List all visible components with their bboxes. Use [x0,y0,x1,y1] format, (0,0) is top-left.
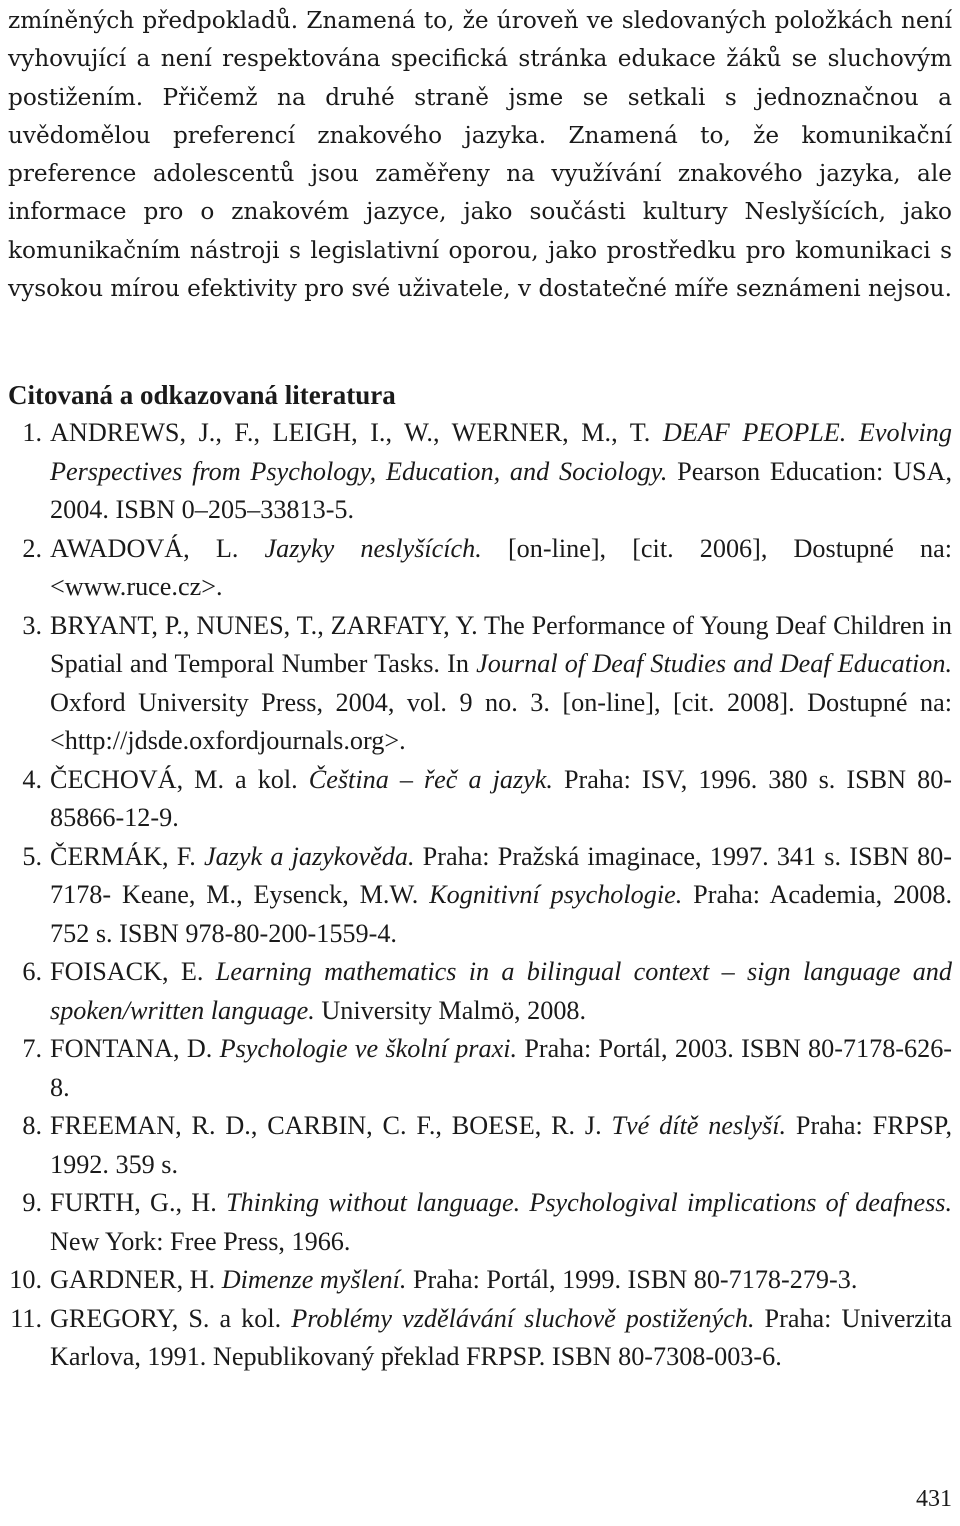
reference-number: 2. [22,533,42,563]
reference-number: 3. [22,610,42,640]
reference-item [0,607,952,761]
reference-number: 8. [22,1111,42,1140]
reference-item [0,838,952,954]
reference-number: 7. [22,1034,42,1063]
reference-publisher: Praha: FRPSP, 1992. 359 s. [50,1111,952,1179]
reference-authors: AWADOVÁ, L. [50,533,265,563]
reference-number: 10. [9,1265,42,1294]
reference-title-secondary: Kognitivní psychologie. [429,880,683,909]
reference-publisher: Praha: Portál, 2003. ISBN 80-7178-626-8. [50,1034,953,1102]
reference-item [0,414,952,530]
reference-publisher: Oxford University Press, 2004, vol. 9 no. 3. [on-line], [cit. 2008]. Dostupné na: <http://jdsde.oxfordjournals.org>. [50,687,952,755]
reference-authors: GREGORY, S. a kol. [50,1303,292,1333]
reference-title: Jazyk a jazykověda. [203,841,415,871]
reference-number: 11. [10,1303,42,1333]
reference-authors: BRYANT, P., NUNES, T., ZARFATY, Y. The Performance of Young Deaf Children in Spatial and Temporal Number Tasks. In [50,610,952,678]
reference-authors: ČECHOVÁ, M. a kol. [50,764,309,794]
section-heading: Citovaná a odkazovaná literatura [8,380,396,410]
reference-number: 1. [22,418,42,447]
reference-authors: FREEMAN, R. D., CARBIN, C. F., BOESE, R. J. [50,1111,612,1140]
reference-publisher: Praha: Pražská imaginace, 1997. 341 s. ISBN 80-7178- Keane, M., Eysenck, M.W. [50,841,952,909]
reference-title: Journal of Deaf Studies and Deaf Education. [476,649,952,678]
reference-title: Dimenze myšlení. [221,1265,407,1294]
reference-title: Čeština – řeč a jazyk. [308,764,553,794]
reference-authors: FURTH, G., H. [50,1188,226,1217]
body-paragraph: zmíněných předpokladů. Znamená to, že úroveň ve sledovaných položkách není vyhovující a není respektována specifická stránka edukace žáků se sluchovým postižením. Přičemž na druhé straně jsme se setkali s jednoznačnou a uvědomělou preferencí znakového jazyka. Znamená to, že komunikační preference adolescentů jsou zaměřeny na využívání znakového jazyka, ale informace pro o znakovém jazyce, jako součásti kultury Neslyšících, jako komunikačním nástroji s legislativní oporou, jako prostředku pro komunikaci s vysokou mírou efektivity pro své uživatele, v dostatečné míře seznámeni nejsou. [8,7,952,303]
reference-publisher-secondary: Praha: Academia, 2008. 752 s. ISBN 978-80-200-1559-4. [50,880,952,948]
reference-item [0,530,952,607]
reference-number: 6. [22,957,42,986]
reference-title: Jazyky neslyšících. [264,533,482,563]
reference-publisher: [on-line], [cit. 2006], Dostupné na: <www.ruce.cz>. [50,533,952,601]
reference-item [0,1107,952,1184]
reference-item [0,1261,952,1300]
reference-title: DEAF PEOPLE. Evolving Perspectives from Psychology, Education, and Sociology. [50,418,952,486]
reference-authors: GARDNER, H. [50,1265,222,1294]
reference-publisher: Praha: Univerzita Karlova, 1991. Nepublikovaný překlad FRPSP. ISBN 80-7308-003-6. [50,1303,953,1371]
reference-item [0,1030,952,1107]
reference-authors: ANDREWS, J., F., LEIGH, I., W., WERNER, M., T. [50,418,663,447]
reference-title: Learning mathematics in a bilingual context – sign language and spoken/written language. [50,957,952,1025]
reference-title: Problémy vzdělávání sluchově postižených. [291,1303,755,1333]
reference-publisher: Praha: Portál, 1999. ISBN 80-7178-279-3. [406,1265,858,1294]
reference-publisher: Praha: ISV, 1996. 380 s. ISBN 80-85866-12-9. [50,764,953,832]
reference-item [0,953,952,1030]
reference-publisher: New York: Free Press, 1966. [50,1226,351,1256]
reference-item [0,1184,952,1261]
reference-title: Tvé dítě neslyší. [611,1111,787,1140]
page-number: 431 [916,1486,952,1512]
reference-authors: FONTANA, D. [50,1034,220,1063]
reference-item [0,761,952,838]
reference-publisher: Pearson Education: USA, 2004. ISBN 0–205–33813-5. [50,456,952,524]
reference-authors: ČERMÁK, F. [50,841,204,871]
reference-authors: FOISACK, E. [50,957,216,986]
reference-list [0,414,952,1377]
reference-number: 9. [22,1188,42,1217]
reference-title: Psychologie ve školní praxi. [219,1034,518,1063]
reference-item [0,1300,952,1377]
reference-publisher: University Malmö, 2008. [314,995,587,1025]
reference-title: Thinking without language. Psychologival implications of deafness. [225,1188,952,1217]
reference-number: 5. [22,841,42,871]
reference-number: 4. [22,764,42,794]
